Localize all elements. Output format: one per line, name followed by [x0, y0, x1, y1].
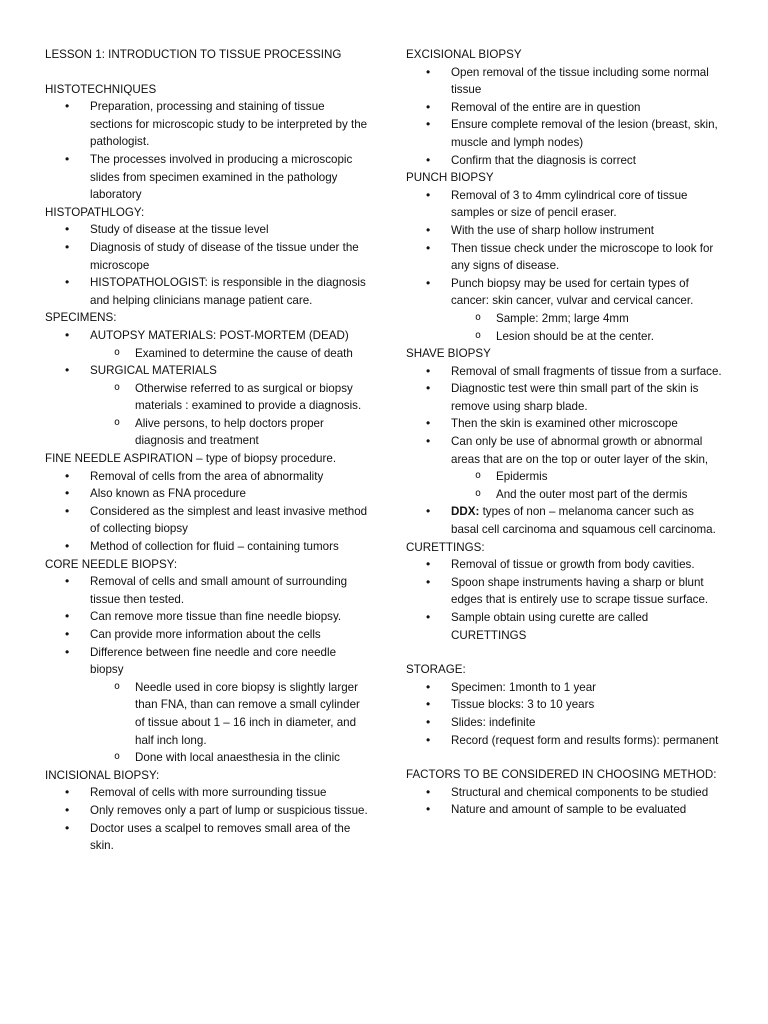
- left-column: [45, 46, 370, 855]
- sub-list-item: o Lesion should be at the center.: [451, 328, 724, 346]
- heading-storage: STORAGE:: [406, 663, 466, 677]
- curettings-list: [406, 556, 724, 644]
- list-item-surgical: [45, 362, 370, 380]
- list-item: • HISTOPATHOLOGIST: is responsible in the diagnosis and helping clinicians manage patient care.: [45, 274, 370, 309]
- ddx-text: types of non – melanoma cancer such as basal cell carcinoma and squamous cell carcinoma.: [451, 505, 716, 537]
- list-item: • Also known as FNA procedure: [45, 485, 370, 503]
- list-item: • Preparation, processing and staining of tissue sections for microscopic study to be interpreted by the pathologist.: [45, 98, 370, 151]
- list-item: • Can only be use of abnormal growth or abnormal areas that are on the top or outer layer of the skin,: [406, 433, 724, 468]
- surgical-label: SURGICAL MATERIALS: [90, 364, 217, 378]
- list-item: • Method of collection for fluid – containing tumors: [45, 538, 370, 556]
- list-item: • Considered as the simplest and least invasive method of collecting biopsy: [45, 503, 370, 538]
- sub-list-item: o Examined to determine the cause of death: [90, 345, 370, 363]
- list-item: • Removal of tissue or growth from body cavities.: [406, 556, 724, 574]
- list-item: • Removal of 3 to 4mm cylindrical core of tissue samples or size of pencil eraser.: [406, 187, 724, 222]
- sub-list-item: o Epidermis: [451, 468, 724, 486]
- heading-specimens: SPECIMENS:: [45, 311, 117, 325]
- punch-list: [406, 187, 724, 310]
- fna-list: [45, 468, 370, 556]
- shave-sublist: [451, 468, 724, 503]
- heading-curettings: CURETTINGS:: [406, 540, 485, 554]
- list-item: • Open removal of the tissue including some normal tissue: [406, 64, 724, 99]
- list-item: • Can remove more tissue than fine needle biopsy.: [45, 608, 370, 626]
- excisional-list: [406, 64, 724, 170]
- heading-shave-biopsy: SHAVE BIOPSY: [406, 347, 491, 361]
- specimens-list-2: [45, 362, 370, 380]
- heading-incisional-biopsy: INCISIONAL BIOPSY:: [45, 768, 160, 782]
- lesson-title: LESSON 1: INTRODUCTION TO TISSUE PROCESSING: [45, 48, 342, 61]
- core-sublist: [90, 679, 370, 767]
- list-item: • Record (request form and results forms): permanent: [406, 732, 724, 750]
- list-item: • Then tissue check under the microscope to look for any signs of disease.: [406, 240, 724, 275]
- sub-list-item: o And the outer most part of the dermis: [451, 486, 724, 504]
- histotechniques-list: [45, 98, 370, 204]
- sub-list-item: o Sample: 2mm; large 4mm: [451, 310, 724, 328]
- sub-list-item: o Alive persons, to help doctors proper diagnosis and treatment: [90, 415, 370, 450]
- list-item: • Removal of cells with more surrounding tissue: [45, 784, 370, 802]
- factors-list: [406, 784, 724, 819]
- histopathology-list: [45, 221, 370, 309]
- list-item: • Difference between fine needle and core needle biopsy: [45, 644, 370, 679]
- list-item: • Study of disease at the tissue level: [45, 221, 370, 239]
- ddx-label: DDX:: [451, 505, 480, 519]
- list-item: • Punch biopsy may be used for certain types of cancer: skin cancer, vulvar and cervical cancer.: [406, 275, 724, 310]
- core-list: [45, 573, 370, 679]
- list-item: • Then the skin is examined other microscope: [406, 415, 724, 433]
- list-item: • The processes involved in producing a microscopic slides from specimen examined in the pathology laboratory: [45, 151, 370, 204]
- sub-list-item: o Done with local anaesthesia in the clinic: [90, 749, 370, 767]
- list-item: • Can provide more information about the cells: [45, 626, 370, 644]
- list-item: • Spoon shape instruments having a sharp or blunt edges that is entirely use to scrape tissue surface.: [406, 574, 724, 609]
- list-item: • Tissue blocks: 3 to 10 years: [406, 696, 724, 714]
- heading-excisional-biopsy: EXCISIONAL BIOPSY: [406, 48, 522, 61]
- incisional-list: [45, 784, 370, 854]
- heading-factors: FACTORS TO BE CONSIDERED IN CHOOSING METHOD:: [406, 768, 717, 782]
- list-item: • Nature and amount of sample to be evaluated: [406, 801, 724, 819]
- heading-fine-needle-aspiration: FINE NEEDLE ASPIRATION – type of biopsy procedure.: [45, 452, 337, 466]
- list-item: • Removal of the entire are in question: [406, 99, 724, 117]
- right-column: [406, 46, 724, 819]
- punch-sublist: [451, 310, 724, 345]
- heading-punch-biopsy: PUNCH BIOPSY: [406, 171, 494, 185]
- list-item: • With the use of sharp hollow instrument: [406, 222, 724, 240]
- list-item: • Only removes only a part of lump or suspicious tissue.: [45, 802, 370, 820]
- surgical-sublist: [90, 380, 370, 450]
- list-item-autopsy: [45, 327, 370, 345]
- shave-ddx-list: [406, 503, 724, 538]
- list-item: • Confirm that the diagnosis is correct: [406, 152, 724, 170]
- list-item: • Sample obtain using curette are called CURETTINGS: [406, 609, 724, 644]
- storage-list: [406, 679, 724, 749]
- heading-histopathology: HISTOPATHLOGY:: [45, 205, 145, 219]
- list-item: • Structural and chemical components to be studied: [406, 784, 724, 802]
- sub-list-item: o Needle used in core biopsy is slightly larger than FNA, than can remove a small cylinder of tissue about 1 – 16 inch in diameter, and half inch long.: [90, 679, 370, 749]
- list-item: • Removal of small fragments of tissue from a surface.: [406, 363, 724, 381]
- list-item-ddx: [406, 503, 724, 538]
- heading-core-needle-biopsy: CORE NEEDLE BIOPSY:: [45, 557, 178, 571]
- list-item: • Removal of cells and small amount of surrounding tissue then tested.: [45, 573, 370, 608]
- list-item: • Slides: indefinite: [406, 714, 724, 732]
- autopsy-sublist: [90, 345, 370, 363]
- list-item: • Diagnosis of study of disease of the tissue under the microscope: [45, 239, 370, 274]
- sub-list-item: o Otherwise referred to as surgical or biopsy materials : examined to provide a diagnosis.: [90, 380, 370, 415]
- specimens-list: [45, 327, 370, 345]
- list-item: • Diagnostic test were thin small part of the skin is remove using sharp blade.: [406, 380, 724, 415]
- list-item: • Removal of cells from the area of abnormality: [45, 468, 370, 486]
- list-item: • Ensure complete removal of the lesion (breast, skin, muscle and lymph nodes): [406, 116, 724, 151]
- list-item: • Doctor uses a scalpel to removes small area of the skin.: [45, 820, 370, 855]
- autopsy-label: AUTOPSY MATERIALS: POST-MORTEM (DEAD): [90, 328, 349, 342]
- shave-list: [406, 363, 724, 469]
- heading-histotechniques: HISTOTECHNIQUES: [45, 82, 157, 96]
- list-item: • Specimen: 1month to 1 year: [406, 679, 724, 697]
